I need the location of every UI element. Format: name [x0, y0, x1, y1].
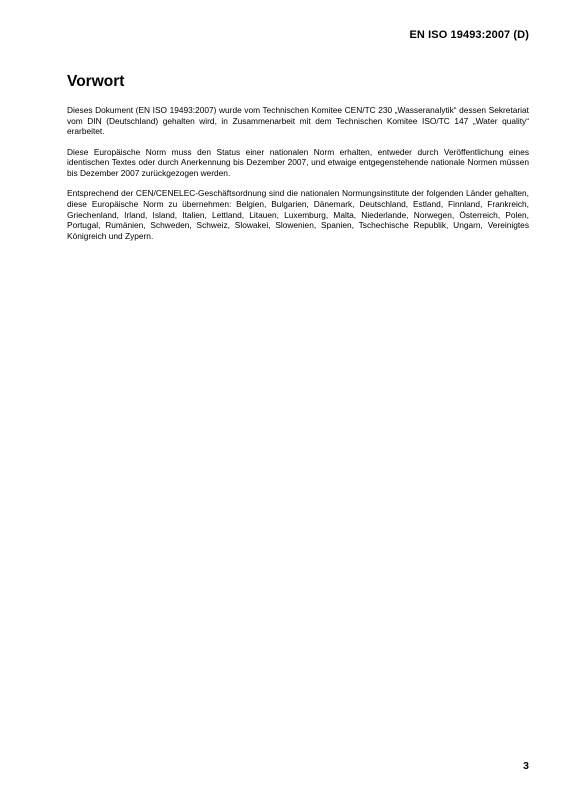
section-title: Vorwort: [67, 73, 125, 90]
section-body: [67, 105, 529, 251]
paragraph-document-origin: Dieses Dokument (EN ISO 19493:2007) wurde vom Technischen Komitee CEN/TC 230 „Wasseranalytik“ dessen Sekretariat vom DIN (Deutschland) gehalten wird, in Zusammenarbeit mit dem Technischen Komitee ISO/TC 147 „Water quality“ erarbeitet.: [67, 105, 529, 137]
paragraph-adopting-countries: Entsprechend der CEN/CENELEC-Geschäftsordnung sind die nationalen Normungsinstitute der folgenden Länder gehalten, diese Europäische Norm zu übernehmen: Belgien, Bulgarien, Dänemark, Deutschland, Estland, Finnland, Frankreich, Griechenland, Irland, Island, Italien, Lettland, Litauen, Luxemburg, Malta, Niederlande, Norwegen, Österreich, Polen, Portugal, Rumänien, Schweden, Schweiz, Slowakei, Slowenien, Spanien, Tschechische Republik, Ungarn, Vereinigtes Königreich und Zypern.: [67, 188, 529, 242]
document-id-header: EN ISO 19493:2007 (D): [409, 29, 529, 41]
paragraph-national-status: Diese Europäische Norm muss den Status einer nationalen Norm erhalten, entweder durch Veröffentlichung eines identischen Textes oder durch Anerkennung bis Dezember 2007, und etwaige entgegenstehende nationale Normen müssen bis Dezember 2007 zurückgezogen werden.: [67, 146, 529, 179]
page-number: 3: [523, 760, 529, 772]
